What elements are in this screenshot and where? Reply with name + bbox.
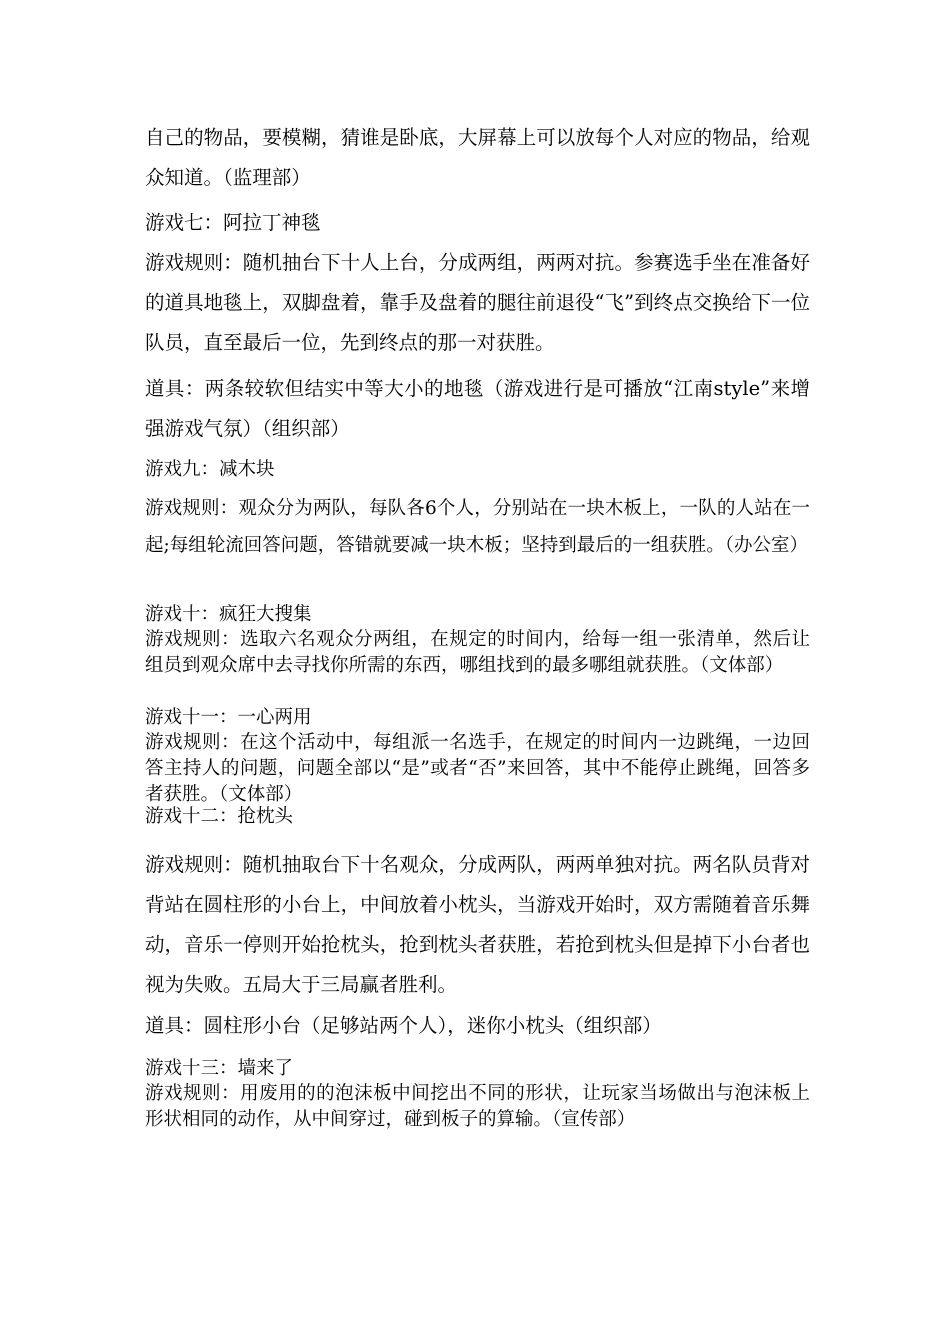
- heading-game-12: 游戏十二：抢枕头: [145, 806, 294, 827]
- heading-game-10: 游戏十：疯狂大搜集: [145, 604, 312, 625]
- rules-game-13: 游戏规则：用废用的的泡沫板中间挖出不同的形状，让玩家当场做出与泡沫板上形状相同的动作，从中间穿过，碰到板子的算输。（宣传部）: [145, 1083, 810, 1130]
- rules-game-12: 游戏规则：随机抽取台下十名观众，分成两队，两两单独对抗。两名队员背对背站在圆柱形的小台上，中间放着小枕头，当游戏开始时，双方需随着音乐舞动，音乐一停则开始抢枕头，抢到枕头者获胜，若抢到枕头但是掉下小台者也视为失败。五局大于三局赢者胜利。: [145, 853, 810, 996]
- rules-game-9: 游戏规则：观众分为两队，每队各6个人，分别站在一块木板上，一队的人站在一起;每组轮流回答问题，答错就要减一块木板；坚持到最后的一组获胜。（办公室）: [145, 498, 810, 556]
- rules-game-11: 游戏规则：在这个活动中，每组派一名选手，在规定的时间内一边跳绳，一边回答主持人的问题，问题全部以“是”或者“否”来回答，其中不能停止跳绳，回答多者获胜。（文体部）: [145, 732, 810, 805]
- rules-game-10: 游戏规则：选取六名观众分两组，在规定的时间内，给每一组一张清单，然后让组员到观众席中去寻找你所需的东西，哪组找到的最多哪组就获胜。（文体部）: [145, 629, 810, 676]
- heading-game-11: 游戏十一：一心两用: [145, 707, 312, 728]
- props-game-12: 道具：圆柱形小台（足够站两个人），迷你小枕头（组织部）: [145, 1014, 662, 1037]
- rules-game-7: 游戏规则：随机抽台下十人上台，分成两组，两两对抗。参赛选手坐在准备好的道具地毯上，双脚盘着，靠手及盘着的腿往前退役“飞”到终点交换给下一位队员，直至最后一位，先到终点的那一对获胜。: [145, 251, 810, 354]
- props-game-7: 道具：两条较软但结实中等大小的地毯（游戏进行是可播放“江南style”来增强游戏气氛）（组织部）: [145, 377, 810, 440]
- heading-game-13: 游戏十三：墙来了: [145, 1058, 294, 1079]
- heading-game-7: 游戏七：阿拉丁神毯: [145, 211, 321, 234]
- heading-game-9: 游戏九：减木块: [145, 459, 275, 480]
- intro-paragraph: 自己的物品，要模糊，猜谁是卧底，大屏幕上可以放每个人对应的物品，给观众知道。（监理部）: [145, 126, 810, 189]
